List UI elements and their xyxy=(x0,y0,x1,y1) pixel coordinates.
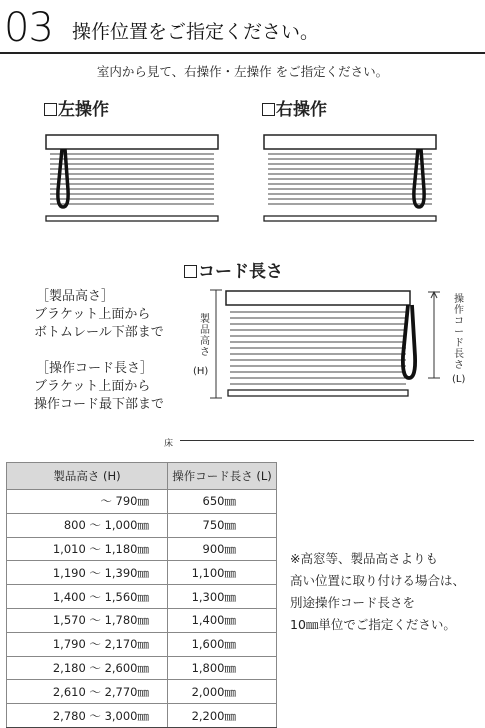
floor-label-text: 床 xyxy=(164,439,174,449)
height-cell: 800 ～ 1,000㎜ xyxy=(7,513,168,537)
height-vertical-label: 製品高さ xyxy=(200,314,210,358)
cord-length-cell: 650㎜ xyxy=(168,490,277,514)
cord-length-option[interactable] xyxy=(184,262,283,282)
table-row xyxy=(7,704,277,728)
cord-length-diagram xyxy=(190,286,475,446)
intro-text: 室内から見て、右操作・左操作 をご指定ください。 xyxy=(96,64,389,79)
height-note-line1: ブラケット上面から xyxy=(34,307,151,322)
height-note-line2: ボトムレール下部まで xyxy=(34,325,164,340)
height-cell: ～ 790㎜ xyxy=(7,490,168,514)
right-operation-label: 右操作 xyxy=(276,100,327,120)
height-cell: 2,780 ～ 3,000㎜ xyxy=(7,704,168,728)
height-cell: 2,180 ～ 2,600㎜ xyxy=(7,656,168,680)
table-header-height: 製品高さ (H) xyxy=(7,463,168,490)
table-row xyxy=(7,513,277,537)
cord-length-cell: 1,300㎜ xyxy=(168,585,277,609)
side-note-line4: 10㎜単位でご指定ください。 xyxy=(290,617,456,632)
high-window-note xyxy=(290,548,465,636)
height-note-title: ［製品高さ］ xyxy=(36,289,115,304)
cord-length-cell: 2,200㎜ xyxy=(168,704,277,728)
cord-letter: (L) xyxy=(452,374,466,385)
cord-length-cell: 750㎜ xyxy=(168,513,277,537)
cord-note-line2: 操作コード最下部まで xyxy=(34,397,165,412)
table-row xyxy=(7,680,277,704)
height-letter: (H) xyxy=(193,366,209,377)
cord-length-checkbox[interactable] xyxy=(184,265,197,278)
table-header-cord-length: 操作コード長さ (L) xyxy=(168,463,277,490)
right-operation-blind-illustration xyxy=(258,132,448,232)
table-row xyxy=(7,585,277,609)
cord-definition-note xyxy=(34,360,164,414)
cord-length-label: コード長さ xyxy=(198,262,283,282)
table-row xyxy=(7,608,277,632)
cord-length-cell: 1,400㎜ xyxy=(168,608,277,632)
side-note-line2: 高い位置に取り付ける場合は、 xyxy=(290,573,466,588)
cord-length-cell: 900㎜ xyxy=(168,537,277,561)
height-definition-note xyxy=(34,288,164,342)
table-header-row xyxy=(7,463,277,490)
height-cell: 1,190 ～ 1,390㎜ xyxy=(7,561,168,585)
left-operation-checkbox[interactable] xyxy=(44,103,57,116)
table-row xyxy=(7,656,277,680)
left-operation-option[interactable] xyxy=(44,100,109,120)
section-divider xyxy=(0,52,485,54)
cord-vertical-label: 操作コード長さ xyxy=(454,294,464,371)
table-row xyxy=(7,490,277,514)
cord-length-table xyxy=(6,462,277,728)
side-note-line3: 別途操作コード長さを xyxy=(290,595,416,610)
cord-note-line1: ブラケット上面から xyxy=(34,379,151,394)
table-row xyxy=(7,537,277,561)
section-number: 03 xyxy=(4,5,53,51)
height-cell: 1,400 ～ 1,560㎜ xyxy=(7,585,168,609)
floor-line xyxy=(180,440,474,441)
height-cell: 1,790 ～ 2,170㎜ xyxy=(7,632,168,656)
cord-note-title: ［操作コード長さ］ xyxy=(36,361,154,376)
table-row xyxy=(7,561,277,585)
right-operation-option[interactable] xyxy=(262,100,327,120)
right-operation-checkbox[interactable] xyxy=(262,103,275,116)
side-note-line1: ※高窓等、製品高さよりも xyxy=(290,551,438,566)
cord-length-cell: 1,600㎜ xyxy=(168,632,277,656)
table-row xyxy=(7,632,277,656)
cord-length-cell: 1,100㎜ xyxy=(168,561,277,585)
height-cell: 1,570 ～ 1,780㎜ xyxy=(7,608,168,632)
left-operation-blind-illustration xyxy=(40,132,230,232)
height-cell: 2,610 ～ 2,770㎜ xyxy=(7,680,168,704)
cord-length-cell: 1,800㎜ xyxy=(168,656,277,680)
left-operation-label: 左操作 xyxy=(58,100,109,120)
section-title: 操作位置をご指定ください。 xyxy=(72,21,320,43)
cord-length-cell: 2,000㎜ xyxy=(168,680,277,704)
height-cell: 1,010 ～ 1,180㎜ xyxy=(7,537,168,561)
